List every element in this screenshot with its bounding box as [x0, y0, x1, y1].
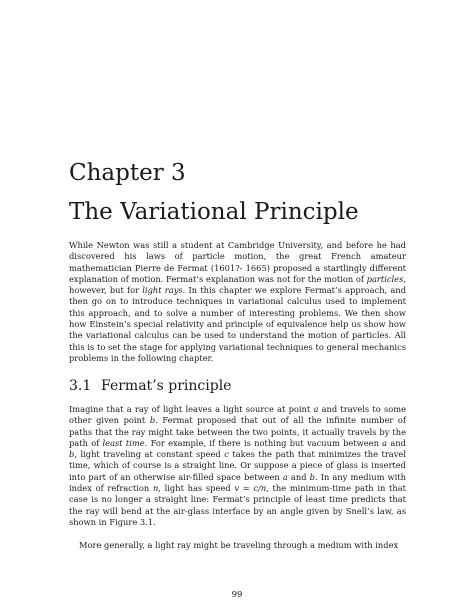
fermat-text-8: and — [287, 471, 310, 482]
fermat-text-7: takes the path that minimizes the travel time, which of course is a straight line. Or suppose a piece of glass is inserted into part of an otherwise air-filled space between — [69, 449, 406, 482]
fermat-text-5: and — [387, 437, 406, 448]
math-var-a: a — [313, 404, 319, 414]
speed-equation: v = c/n — [234, 483, 267, 494]
fermat-text-10: , light has speed — [158, 483, 235, 494]
math-var-b: b — [69, 449, 75, 460]
chapter-label: Chapter 3 — [69, 160, 186, 186]
continuation-paragraph: More generally, a light ray might be traveling through a medium with index — [79, 540, 399, 550]
intro-paragraph — [69, 240, 406, 364]
section-number: 3.1 — [69, 378, 92, 394]
chapter-title: The Variational Principle — [69, 199, 359, 225]
math-var-a: a — [382, 437, 388, 448]
fermat-paragraph — [69, 404, 406, 528]
section-heading — [69, 378, 231, 394]
section-title: Fermat’s principle — [101, 378, 232, 394]
math-var-n: n — [152, 483, 159, 494]
intro-emphasis-light-rays: light rays — [142, 285, 183, 296]
fermat-text-2: and travels to some other given point — [69, 404, 406, 426]
intro-emphasis-particles: particles — [366, 273, 404, 284]
math-var-b: b — [149, 415, 156, 426]
math-var-a: a — [282, 471, 288, 482]
intro-text-2: , however, but for — [69, 273, 406, 296]
fermat-text-9: . In any medium with index of refraction — [69, 471, 406, 494]
least-time-emphasis: least time — [102, 437, 145, 448]
fermat-text-1: Imagine that a ray of light leaves a light source at point — [69, 404, 314, 414]
math-var-b: b — [309, 471, 315, 482]
intro-text-1: While Newton was still a student at Cambridge University, and before he had discovered his laws of particle motion, the great French amateur mathematician Pierre de Fermat (1601?- 1665) proposed a startlingly different explanation of motion. Fermat’s explanation was not for the motion of — [69, 240, 406, 284]
math-var-c: c — [224, 449, 229, 460]
intro-text-3: . In this chapter we explore Fermat’s approach, and then go on to introduce techniques in variational calculus used to implement this approach, and to solve a number of interesting problems. We then show how Einstein’s special relativity and principle of equivalence help us show how the variational calculus can be used to understand the motion of particles. All this is to set the stage for applying variational techniques to general mechanics problems in the following chapter. — [69, 285, 407, 363]
fermat-text-4: . For example, if there is nothing but vacuum between — [144, 437, 383, 448]
fermat-text-11: , the minimum-time path in that case is no longer a straight line: Fermat’s principle of least time predicts that the ray will bend at the air-glass interface by an angle given by Snell’s law, as shown in Figure 3.1. — [69, 483, 407, 527]
page-number: 99 — [231, 590, 243, 600]
fermat-text-3: . Fermat proposed that out of all the infinite number of paths that the ray might take between the two points, it actually travels by the path of — [69, 415, 406, 448]
fermat-text-6: , light traveling at constant speed — [74, 449, 225, 460]
